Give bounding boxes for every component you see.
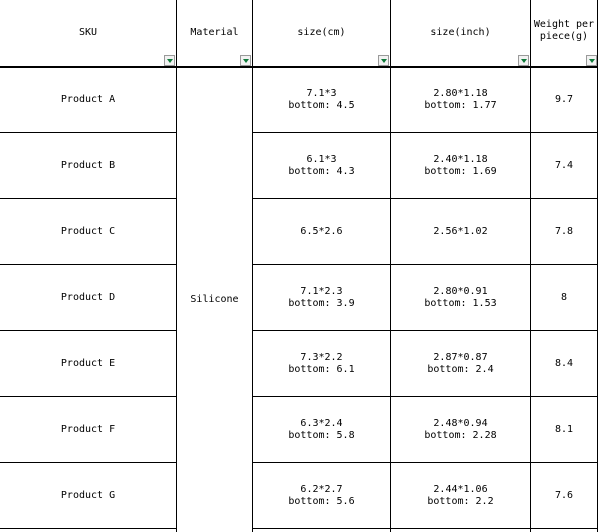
size-cm-bottom: bottom: 4.5 — [288, 100, 355, 111]
size-inch-value: 2.87*0.87 — [433, 351, 488, 363]
filter-dropdown-material-icon[interactable] — [240, 55, 251, 66]
header-sku-label: SKU — [78, 27, 98, 38]
size-cm-bottom: bottom: 5.8 — [288, 429, 355, 441]
weight-cell[interactable] — [531, 463, 597, 528]
size-cm-value: 6.1*3 — [306, 153, 337, 165]
header-weight-label-line1: Weight per — [533, 19, 595, 30]
weight-cell[interactable] — [531, 397, 597, 462]
size-cm-value: 6.2*2.7 — [300, 483, 343, 495]
size-inch-value: 2.80*1.18 — [433, 88, 488, 99]
material-cell-merged[interactable] — [177, 68, 252, 532]
row-divider — [252, 528, 598, 529]
weight-value: 8 — [560, 291, 568, 303]
header-sku[interactable] — [0, 0, 176, 66]
header-material-label: Material — [190, 27, 239, 38]
sku-cell[interactable] — [0, 265, 176, 330]
size-cm-cell[interactable] — [253, 397, 390, 462]
size-cm-cell[interactable] — [253, 133, 390, 198]
header-weight-label-line2: piece(g) — [539, 31, 589, 42]
size-cm-cell[interactable] — [253, 265, 390, 330]
size-inch-cell[interactable] — [391, 331, 530, 396]
sku-cell[interactable] — [0, 199, 176, 264]
filter-dropdown-size-cm-icon[interactable] — [378, 55, 389, 66]
header-size-inch-label: size(inch) — [430, 27, 491, 38]
sku-cell[interactable] — [0, 68, 176, 132]
weight-value: 7.6 — [554, 489, 574, 501]
sku-value: Product C — [60, 225, 116, 237]
weight-value: 8.1 — [554, 423, 574, 435]
sku-value: Product G — [60, 489, 116, 501]
size-cm-bottom: bottom: 4.3 — [288, 165, 355, 177]
size-inch-cell[interactable] — [391, 265, 530, 330]
size-cm-bottom: bottom: 6.1 — [288, 363, 355, 375]
header-size-inch[interactable] — [391, 0, 530, 66]
weight-value: 8.4 — [554, 357, 574, 369]
size-cm-value: 6.5*2.6 — [300, 225, 343, 237]
size-cm-cell[interactable] — [253, 331, 390, 396]
sku-cell[interactable] — [0, 133, 176, 198]
size-inch-bottom: bottom: 1.77 — [424, 100, 497, 111]
size-cm-value: 7.1*3 — [306, 88, 337, 99]
size-cm-value: 6.3*2.4 — [300, 417, 343, 429]
size-inch-bottom: bottom: 2.4 — [427, 363, 494, 375]
filter-dropdown-size-inch-icon[interactable] — [518, 55, 529, 66]
filter-dropdown-weight-icon[interactable] — [586, 55, 597, 66]
size-inch-bottom: bottom: 1.69 — [424, 165, 497, 177]
weight-cell[interactable] — [531, 68, 597, 132]
sku-cell[interactable] — [0, 331, 176, 396]
material-value: Silicone — [190, 294, 239, 305]
size-inch-value: 2.80*0.91 — [433, 285, 488, 297]
sku-cell[interactable] — [0, 397, 176, 462]
sku-value: Product E — [60, 357, 116, 369]
size-inch-bottom: bottom: 1.53 — [424, 297, 497, 309]
size-inch-value: 2.48*0.94 — [433, 417, 488, 429]
sku-value: Product D — [60, 291, 116, 303]
weight-cell[interactable] — [531, 133, 597, 198]
size-cm-cell[interactable] — [253, 68, 390, 132]
size-cm-value: 7.3*2.2 — [300, 351, 343, 363]
size-inch-bottom: bottom: 2.2 — [427, 495, 494, 507]
size-inch-cell[interactable] — [391, 68, 530, 132]
size-inch-value: 2.56*1.02 — [433, 225, 488, 237]
row-divider — [0, 528, 177, 529]
header-size-cm[interactable] — [253, 0, 390, 66]
weight-value: 7.8 — [554, 225, 574, 237]
weight-cell[interactable] — [531, 331, 597, 396]
size-cm-value: 7.1*2.3 — [300, 285, 343, 297]
filter-dropdown-sku-icon[interactable] — [164, 55, 175, 66]
size-inch-value: 2.44*1.06 — [433, 483, 488, 495]
weight-value: 9.7 — [554, 94, 574, 105]
size-inch-cell[interactable] — [391, 133, 530, 198]
size-inch-cell[interactable] — [391, 199, 530, 264]
weight-cell[interactable] — [531, 265, 597, 330]
sku-cell[interactable] — [0, 463, 176, 528]
sku-value: Product B — [60, 159, 116, 171]
column-divider — [597, 0, 598, 532]
header-size-cm-label: size(cm) — [297, 27, 346, 38]
size-inch-cell[interactable] — [391, 463, 530, 528]
size-inch-bottom: bottom: 2.28 — [424, 429, 497, 441]
size-cm-cell[interactable] — [253, 199, 390, 264]
sku-value: Product F — [60, 423, 116, 435]
sku-value: Product A — [60, 94, 116, 105]
weight-cell[interactable] — [531, 199, 597, 264]
size-inch-value: 2.40*1.18 — [433, 153, 488, 165]
size-cm-bottom: bottom: 5.6 — [288, 495, 355, 507]
weight-value: 7.4 — [554, 159, 574, 171]
size-cm-cell[interactable] — [253, 463, 390, 528]
size-inch-cell[interactable] — [391, 397, 530, 462]
size-cm-bottom: bottom: 3.9 — [288, 297, 355, 309]
